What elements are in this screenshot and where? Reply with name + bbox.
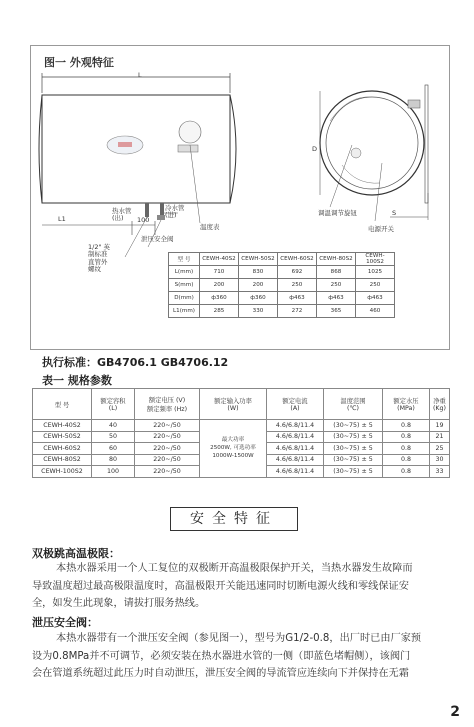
paragraph-high-temp-limit: 本热水器采用一个人工复位的双极断开高温极限保护开关，当热水器发生故障而 导致温度超过最高极限温度时，高温极限开关能迅速同时切断电源火线和零线保证安 全，如发生此现象，请拔打服务热线。: [32, 563, 413, 609]
label-L1: L1: [58, 215, 66, 223]
label-100: 100: [137, 216, 150, 224]
table-row: L1(mm) 285 330 272 365 460: [169, 305, 395, 318]
table-row: CEWH-40S2 40 220~/50 最大功率 2500W, 可选功率 1000W-1500W 4.6/6.8/11.4 (30~75) ± 5 0.8 19: [33, 420, 450, 432]
table-row: CEWH-50S2 50 220~/50 4.6/6.8/11.4 (30~75) ± 5 0.8 21: [33, 431, 450, 443]
power-note: 最大功率 2500W, 可选功率 1000W-1500W: [200, 420, 267, 478]
label-thread: 1/2" 英 制标准 直管外 螺纹: [88, 243, 111, 274]
standard-line: 执行标准：GB4706.1 GB4706.12: [42, 356, 229, 369]
table-row: 型 号 CEWH-40S2 CEWH-50S2 CEWH-60S2 CEWH-80S2 CEWH-100S2: [169, 253, 395, 266]
label-cold-pipe: 冷水管 (进): [165, 204, 185, 220]
table-header-row: 型 号 额定容积 (L) 额定电压 (V) 额定频率 (Hz) 额定输入功率 (W) 额定电流 (A) 温度范围 (℃) 额定水压 (MPa) 净重 (Kg): [33, 389, 450, 420]
label-power-switch: 电源开关: [368, 225, 394, 233]
paragraph-relief-valve: 本热水器带有一个泄压安全阀（参见图一），型号为G1/2-0.8，出厂时已由厂家预 设为0.8MPa并不可调节，必须安装在热水器进水管的一侧（即蓝色堵帽侧），该阀门 会在管道系统超过此压力时自动泄压，泄压安全阀的导流管应连续向下并保持在无霜: [32, 633, 422, 679]
table1-title: 表一 规格参数: [42, 374, 112, 387]
table-row: D(mm) ф360 ф360 ф463 ф463 ф463: [169, 292, 395, 305]
label-hot-pipe: 热水管 (出): [112, 207, 132, 223]
label-knob: 调温调节旋钮: [318, 209, 357, 217]
table-row: CEWH-80S2 80 220~/50 4.6/6.8/11.4 (30~75) ± 5 0.8 30: [33, 454, 450, 466]
label-safety-valve: 泄压安全阀: [141, 235, 174, 243]
figure-title: 图一 外观特征: [44, 56, 114, 69]
table-row: S(mm) 200 200 250 250 250: [169, 279, 395, 292]
params-table: [32, 388, 450, 478]
section-title: 安全特征: [170, 507, 298, 531]
label-thermometer: 温度表: [200, 223, 220, 231]
page-number: 2: [450, 704, 460, 720]
dimensions-table: [168, 252, 395, 318]
subheading-relief-valve: 泄压安全阀：: [32, 616, 98, 629]
label-L: L: [138, 71, 142, 79]
table-row: L(mm) 710 830 692 868 1025: [169, 266, 395, 279]
label-S: S: [392, 209, 397, 217]
label-D: D: [312, 145, 318, 153]
table-row: CEWH-60S2 60 220~/50 4.6/6.8/11.4 (30~75) ± 5 0.8 25: [33, 443, 450, 455]
subheading-high-temp-limit: 双极跳高温极限：: [32, 547, 120, 560]
table-row: CEWH-100S2 100 220~/50 4.6/6.8/11.4 (30~75) ± 5 0.8 33: [33, 466, 450, 478]
